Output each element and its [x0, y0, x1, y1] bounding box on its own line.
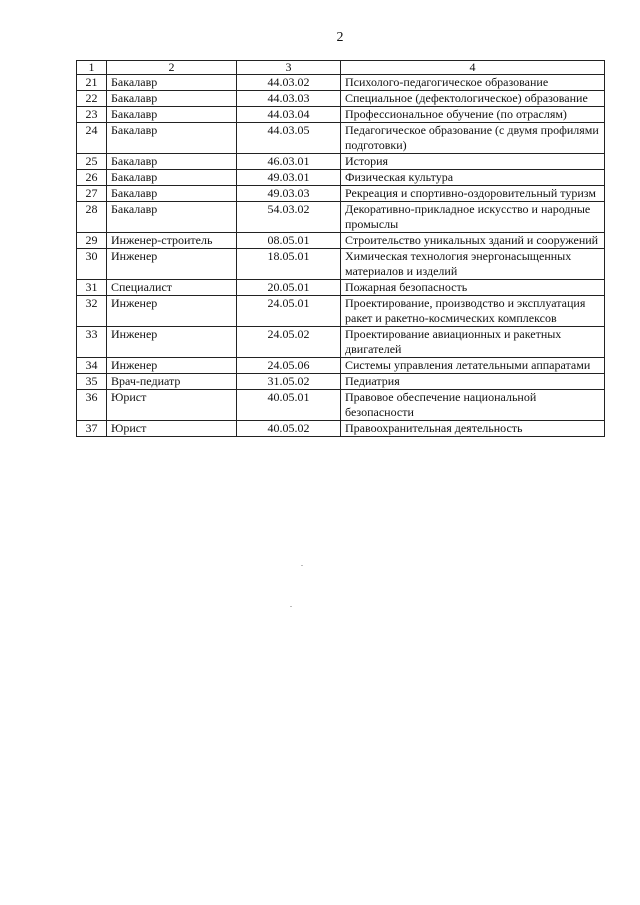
table-row	[77, 107, 605, 123]
table-header-row	[77, 61, 605, 75]
table-row	[77, 280, 605, 296]
specialty-code-cell: 18.05.01	[237, 249, 341, 280]
qualification-cell: Юрист	[107, 390, 237, 421]
specialty-code-cell: 46.03.01	[237, 154, 341, 170]
specialty-code-cell: 40.05.02	[237, 421, 341, 437]
row-number-cell: 33	[77, 327, 107, 358]
qualification-cell: Бакалавр	[107, 107, 237, 123]
qualification-cell: Врач-педиатр	[107, 374, 237, 390]
qualification-cell: Бакалавр	[107, 75, 237, 91]
table-row	[77, 390, 605, 421]
specialty-code-cell: 54.03.02	[237, 202, 341, 233]
row-number-cell: 27	[77, 186, 107, 202]
specialty-code-cell: 20.05.01	[237, 280, 341, 296]
row-number-cell: 36	[77, 390, 107, 421]
specialty-name-cell: История	[341, 154, 605, 170]
specialty-name-cell: Правоохранительная деятельность	[341, 421, 605, 437]
specialty-code-cell: 49.03.03	[237, 186, 341, 202]
table-row	[77, 296, 605, 327]
row-number-cell: 24	[77, 123, 107, 154]
specialty-name-cell: Системы управления летательными аппаратами	[341, 358, 605, 374]
table-row	[77, 186, 605, 202]
scan-speck	[290, 606, 292, 607]
row-number-cell: 25	[77, 154, 107, 170]
specialty-code-cell: 44.03.04	[237, 107, 341, 123]
specialties-table	[76, 60, 605, 437]
specialty-code-cell: 49.03.01	[237, 170, 341, 186]
qualification-cell: Бакалавр	[107, 170, 237, 186]
column-header-1: 1	[77, 61, 107, 75]
specialty-name-cell: Педагогическое образование (с двумя профилями подготовки)	[341, 123, 605, 154]
specialty-name-cell: Физическая культура	[341, 170, 605, 186]
qualification-cell: Инженер	[107, 296, 237, 327]
table-row	[77, 75, 605, 91]
column-header-2: 2	[107, 61, 237, 75]
table-row	[77, 123, 605, 154]
table-row	[77, 421, 605, 437]
qualification-cell: Юрист	[107, 421, 237, 437]
specialty-name-cell: Психолого-педагогическое образование	[341, 75, 605, 91]
specialty-code-cell: 24.05.01	[237, 296, 341, 327]
specialty-name-cell: Рекреация и спортивно-оздоровительный туризм	[341, 186, 605, 202]
qualification-cell: Инженер	[107, 327, 237, 358]
table-row	[77, 154, 605, 170]
qualification-cell: Бакалавр	[107, 202, 237, 233]
page-number: 2	[336, 30, 344, 45]
table-row	[77, 327, 605, 358]
table-row	[77, 91, 605, 107]
qualification-cell: Инженер	[107, 358, 237, 374]
qualification-cell: Специалист	[107, 280, 237, 296]
row-number-cell: 28	[77, 202, 107, 233]
row-number-cell: 29	[77, 233, 107, 249]
specialty-name-cell: Химическая технология энергонасыщенных материалов и изделий	[341, 249, 605, 280]
specialty-name-cell: Специальное (дефектологическое) образование	[341, 91, 605, 107]
qualification-cell: Бакалавр	[107, 91, 237, 107]
row-number-cell: 32	[77, 296, 107, 327]
row-number-cell: 21	[77, 75, 107, 91]
specialty-name-cell: Пожарная безопасность	[341, 280, 605, 296]
column-header-3: 3	[237, 61, 341, 75]
table-header	[77, 61, 605, 75]
specialty-name-cell: Правовое обеспечение национальной безопасности	[341, 390, 605, 421]
specialty-code-cell: 40.05.01	[237, 390, 341, 421]
row-number-cell: 26	[77, 170, 107, 186]
qualification-cell: Бакалавр	[107, 123, 237, 154]
table-row	[77, 249, 605, 280]
qualification-cell: Инженер	[107, 249, 237, 280]
table-row	[77, 170, 605, 186]
specialty-code-cell: 08.05.01	[237, 233, 341, 249]
row-number-cell: 34	[77, 358, 107, 374]
specialty-name-cell: Строительство уникальных зданий и сооружений	[341, 233, 605, 249]
qualification-cell: Бакалавр	[107, 186, 237, 202]
specialty-code-cell: 24.05.02	[237, 327, 341, 358]
table-row	[77, 358, 605, 374]
table-row	[77, 202, 605, 233]
row-number-cell: 35	[77, 374, 107, 390]
specialty-code-cell: 31.05.02	[237, 374, 341, 390]
specialty-name-cell: Проектирование, производство и эксплуатация ракет и ракетно-космических комплексов	[341, 296, 605, 327]
scan-speck	[301, 565, 303, 566]
table-row	[77, 374, 605, 390]
row-number-cell: 22	[77, 91, 107, 107]
row-number-cell: 37	[77, 421, 107, 437]
qualification-cell: Бакалавр	[107, 154, 237, 170]
specialty-name-cell: Педиатрия	[341, 374, 605, 390]
qualification-cell: Инженер-строитель	[107, 233, 237, 249]
specialty-code-cell: 24.05.06	[237, 358, 341, 374]
row-number-cell: 30	[77, 249, 107, 280]
specialty-name-cell: Профессиональное обучение (по отраслям)	[341, 107, 605, 123]
specialty-code-cell: 44.03.03	[237, 91, 341, 107]
row-number-cell: 31	[77, 280, 107, 296]
table-row	[77, 233, 605, 249]
table-body	[77, 75, 605, 437]
specialty-name-cell: Декоративно-прикладное искусство и народные промыслы	[341, 202, 605, 233]
specialty-code-cell: 44.03.02	[237, 75, 341, 91]
column-header-4: 4	[341, 61, 605, 75]
specialty-code-cell: 44.03.05	[237, 123, 341, 154]
row-number-cell: 23	[77, 107, 107, 123]
specialty-name-cell: Проектирование авиационных и ракетных двигателей	[341, 327, 605, 358]
